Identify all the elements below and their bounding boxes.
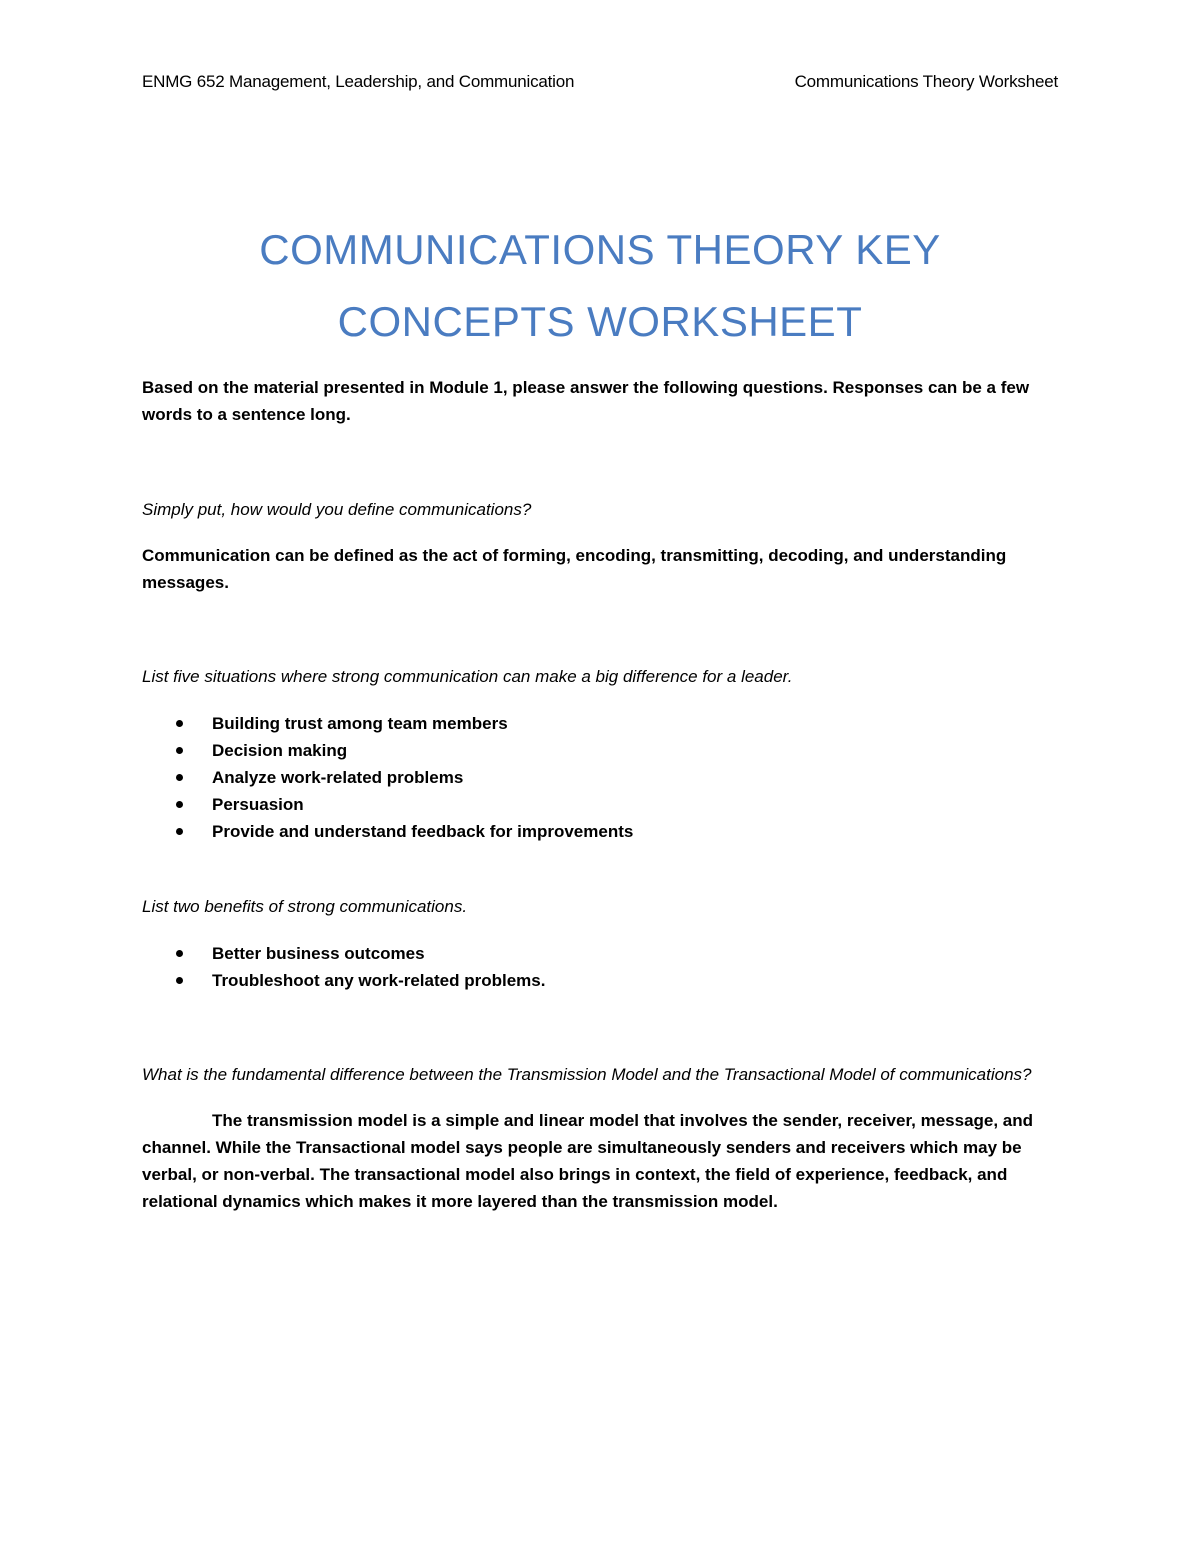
bullet-icon (176, 828, 183, 835)
header-course-title: ENMG 652 Management, Leadership, and Communication (142, 72, 575, 91)
list-item: Troubleshoot any work-related problems. (142, 967, 1062, 994)
bullet-icon (176, 977, 183, 984)
situations-list (142, 710, 1062, 845)
question-five-situations: List five situations where strong communication can make a big difference for a leader. (142, 667, 793, 686)
answer-model-difference: The transmission model is a simple and linear model that involves the sender, receiver, message, and channel. While the Transactional model says people are simultaneously senders and receivers which may be verbal, or non-verbal. The transactional model also brings in context, the field of experience, feedback, and relational dynamics which makes it more layered than the transmission model. (142, 1111, 1034, 1211)
bullet-icon (176, 801, 183, 808)
worksheet-body (142, 374, 1062, 1215)
title-line-1: COMMUNICATIONS THEORY KEY (259, 226, 941, 273)
bullet-icon (176, 747, 183, 754)
bullet-icon (176, 950, 183, 957)
worksheet-title (0, 214, 1200, 358)
bullet-icon (176, 774, 183, 781)
list-item: Building trust among team members (142, 710, 1062, 737)
list-item: Analyze work-related problems (142, 764, 1062, 791)
question-model-difference: What is the fundamental difference between the Transmission Model and the Transactional Model of communications? (142, 1065, 1032, 1084)
question-two-benefits: List two benefits of strong communications. (142, 897, 468, 916)
bullet-icon (176, 720, 183, 727)
page-header (142, 72, 1058, 92)
instructions: Based on the material presented in Module 1, please answer the following questions. Responses can be a few words to a sentence long. (142, 378, 1030, 424)
answer-define-communications: Communication can be defined as the act of forming, encoding, transmitting, decoding, and understanding messages. (142, 546, 1007, 592)
list-item: Better business outcomes (142, 940, 1062, 967)
list-item: Persuasion (142, 791, 1062, 818)
header-document-title: Communications Theory Worksheet (794, 72, 1058, 91)
benefits-list (142, 940, 1062, 994)
title-line-2: CONCEPTS WORKSHEET (337, 298, 863, 345)
question-define-communications: Simply put, how would you define communications? (142, 500, 532, 519)
list-item: Provide and understand feedback for improvements (142, 818, 1062, 845)
list-item: Decision making (142, 737, 1062, 764)
